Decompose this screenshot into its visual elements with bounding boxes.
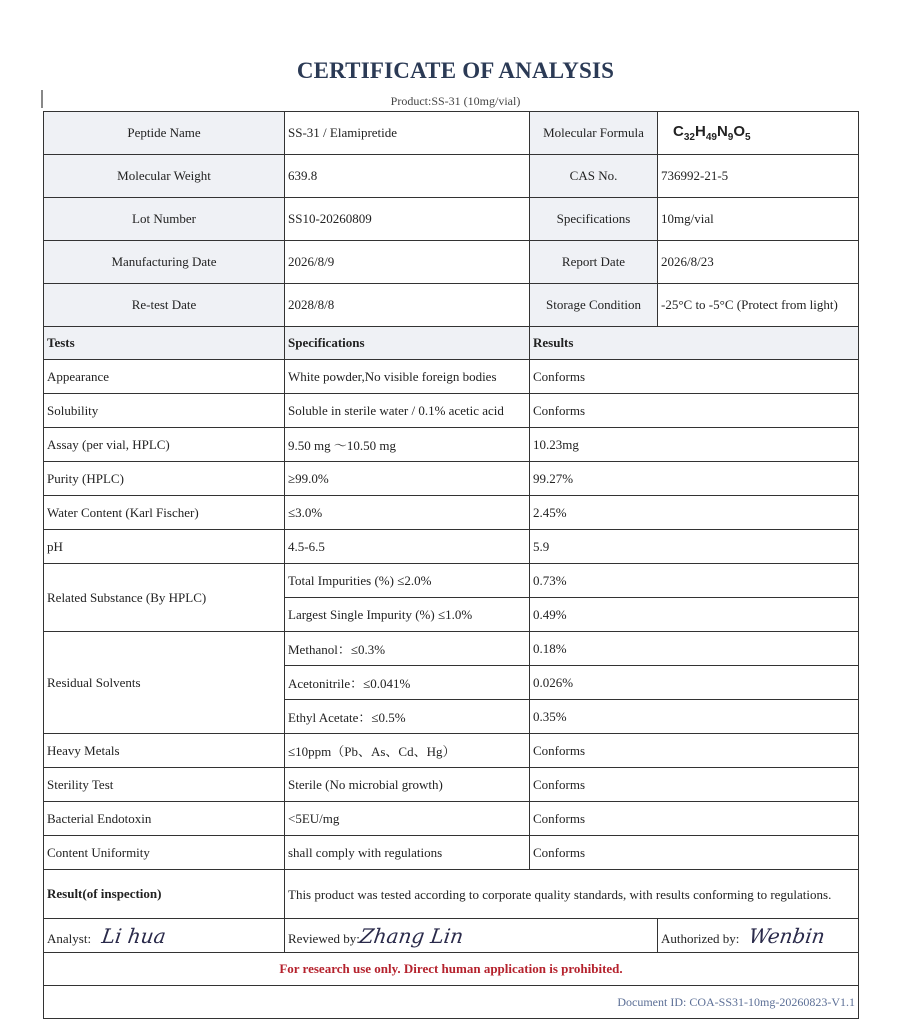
manufacturing-date-value: 2026/8/9 [285, 241, 530, 284]
authorized-label: Authorized by: [661, 930, 740, 946]
test-name: Appearance [44, 360, 285, 394]
test-spec: Sterile (No microbial growth) [285, 768, 530, 802]
inspection-text: This product was tested according to corporate quality standards, with results conforming to regulations. [285, 870, 859, 919]
coa-table [43, 111, 859, 1019]
test-row [44, 462, 859, 496]
document-id-row [44, 986, 859, 1019]
inspection-label: Result(of inspection) [44, 870, 285, 919]
molecular-formula-label: Molecular Formula [530, 112, 658, 155]
molecular-formula-value [658, 112, 859, 155]
test-spec: 4.5-6.5 [285, 530, 530, 564]
info-row [44, 241, 859, 284]
test-spec: Methanol：≤0.3% [285, 632, 530, 666]
test-result: 99.27% [530, 462, 859, 496]
lot-number-label: Lot Number [44, 198, 285, 241]
test-name: Related Substance (By HPLC) [44, 564, 285, 632]
specifications-column-header: Specifications [285, 327, 530, 360]
storage-condition-label: Storage Condition [530, 284, 658, 327]
signature-row [44, 919, 859, 953]
analyst-signature: Li hua [100, 923, 168, 948]
test-name: Bacterial Endotoxin [44, 802, 285, 836]
test-row [44, 734, 859, 768]
specifications-value: 10mg/vial [658, 198, 859, 241]
test-spec: Largest Single Impurity (%) ≤1.0% [285, 598, 530, 632]
test-spec: Total Impurities (%) ≤2.0% [285, 564, 530, 598]
test-name: pH [44, 530, 285, 564]
results-column-header: Results [530, 327, 859, 360]
info-row [44, 198, 859, 241]
product-subtitle: Product:SS-31 (10mg/vial) [390, 94, 521, 108]
test-result: 10.23mg [530, 428, 859, 462]
test-result: 0.35% [530, 700, 859, 734]
info-row [44, 112, 859, 155]
test-name: Assay (per vial, HPLC) [44, 428, 285, 462]
test-row [44, 768, 859, 802]
test-row [44, 394, 859, 428]
analyst-cell [44, 919, 285, 953]
test-spec: 9.50 mg ～10.50 mg [285, 428, 530, 462]
peptide-name-value: SS-31 / Elamipretide [285, 112, 530, 155]
notice-row [44, 953, 859, 986]
test-name: Purity (HPLC) [44, 462, 285, 496]
molecular-weight-label: Molecular Weight [44, 155, 285, 198]
test-name: Content Uniformity [44, 836, 285, 870]
test-row [44, 632, 859, 666]
test-result: Conforms [530, 836, 859, 870]
reviewed-signature: Zhang Lin [358, 923, 465, 948]
test-name: Residual Solvents [44, 632, 285, 734]
test-result: Conforms [530, 802, 859, 836]
cas-value: 736992-21-5 [658, 155, 859, 198]
report-date-value: 2026/8/23 [658, 241, 859, 284]
test-spec: <5EU/mg [285, 802, 530, 836]
test-result: Conforms [530, 734, 859, 768]
molecular-formula: $C_{32}H_{49}N_9O_5$ [673, 123, 751, 143]
test-row [44, 836, 859, 870]
analyst-label: Analyst: [47, 930, 92, 946]
test-result: 5.9 [530, 530, 859, 564]
lot-number-value: SS10-20260809 [285, 198, 530, 241]
test-name: Water Content (Karl Fischer) [44, 496, 285, 530]
test-spec: shall comply with regulations [285, 836, 530, 870]
reviewed-label: Reviewed by: [288, 930, 360, 946]
retest-date-label: Re-test Date [44, 284, 285, 327]
test-spec: Ethyl Acetate：≤0.5% [285, 700, 530, 734]
test-result: Conforms [530, 360, 859, 394]
storage-condition-value: -25°C to -5°C (Protect from light) [658, 284, 859, 327]
tests-column-header: Tests [44, 327, 285, 360]
test-spec: ≤3.0% [285, 496, 530, 530]
inspection-row [44, 870, 859, 919]
test-name: Heavy Metals [44, 734, 285, 768]
manufacturing-date-label: Manufacturing Date [44, 241, 285, 284]
report-date-label: Report Date [530, 241, 658, 284]
test-row [44, 360, 859, 394]
test-spec: Acetonitrile：≤0.041% [285, 666, 530, 700]
document-id: Document ID: COA-SS31-10mg-20260823-V1.1 [44, 986, 859, 1019]
test-spec: Soluble in sterile water / 0.1% acetic acid [285, 394, 530, 428]
peptide-name-label: Peptide Name [44, 112, 285, 155]
test-spec: ≥99.0% [285, 462, 530, 496]
test-spec: White powder,No visible foreign bodies [285, 360, 530, 394]
info-row [44, 284, 859, 327]
authorized-cell [658, 919, 859, 953]
authorized-signature: Wenbin [746, 923, 827, 948]
retest-date-value: 2028/8/8 [285, 284, 530, 327]
test-spec: ≤10ppm（Pb、As、Cd、Hg） [285, 734, 530, 768]
test-result: 0.18% [530, 632, 859, 666]
test-result: 0.73% [530, 564, 859, 598]
cas-label: CAS No. [530, 155, 658, 198]
reviewed-cell [285, 919, 658, 953]
test-result: Conforms [530, 768, 859, 802]
molecular-weight-value: 639.8 [285, 155, 530, 198]
test-row [44, 428, 859, 462]
test-row [44, 802, 859, 836]
research-notice: For research use only. Direct human application is prohibited. [44, 953, 859, 986]
tests-header-row [44, 327, 859, 360]
test-name: Solubility [44, 394, 285, 428]
test-result: 0.49% [530, 598, 859, 632]
document-title: CERTIFICATE OF ANALYSIS [296, 58, 615, 83]
test-result: 0.026% [530, 666, 859, 700]
test-row [44, 530, 859, 564]
test-row [44, 564, 859, 598]
test-result: 2.45% [530, 496, 859, 530]
specifications-label: Specifications [530, 198, 658, 241]
test-result: Conforms [530, 394, 859, 428]
info-row [44, 155, 859, 198]
test-row [44, 496, 859, 530]
test-name: Sterility Test [44, 768, 285, 802]
